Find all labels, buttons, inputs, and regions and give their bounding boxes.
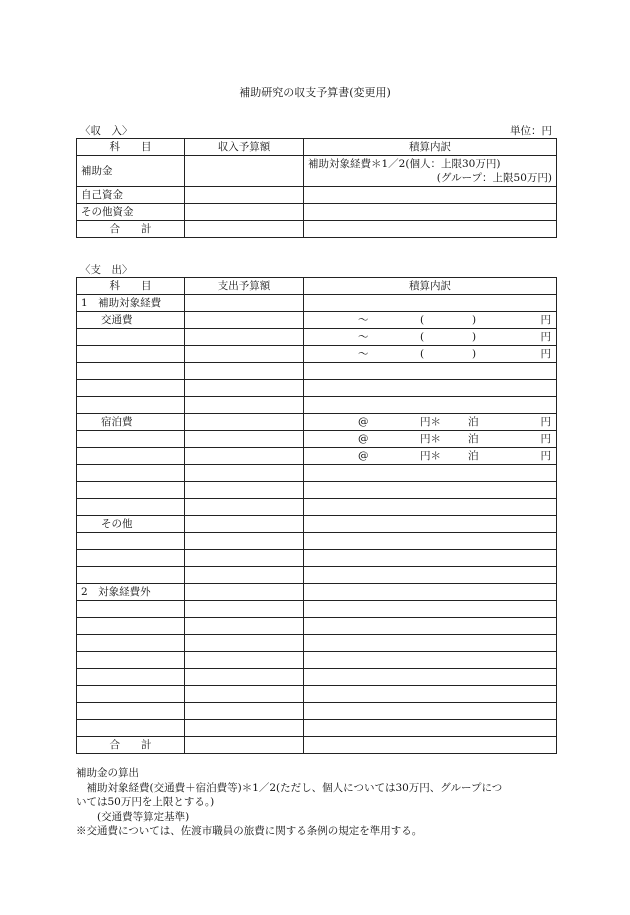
- calc-cell[interactable]: [304, 397, 557, 414]
- calc-cell[interactable]: [304, 431, 557, 448]
- amount-cell[interactable]: [185, 329, 304, 346]
- yen-per-night: 円＊: [420, 416, 441, 428]
- item-cell[interactable]: [77, 550, 185, 567]
- item-cell: 自己資金: [77, 187, 185, 204]
- calc-cell[interactable]: [304, 584, 557, 601]
- income-row-subsidy: [77, 156, 557, 187]
- amount-cell[interactable]: [185, 295, 304, 312]
- at-mark: @: [358, 433, 369, 445]
- item-cell[interactable]: [77, 601, 185, 618]
- calc-cell[interactable]: [304, 516, 557, 533]
- amount-cell[interactable]: [185, 465, 304, 482]
- blank-row: [77, 465, 557, 482]
- nights-unit: 泊: [468, 450, 479, 462]
- item-cell[interactable]: [77, 448, 185, 465]
- at-mark: @: [358, 416, 369, 428]
- item-cell[interactable]: [77, 635, 185, 652]
- blank-row: [77, 397, 557, 414]
- total-label: 合 計: [77, 737, 185, 754]
- calc-cell[interactable]: [304, 499, 557, 516]
- expense-category-1: [77, 295, 557, 312]
- calc-cell[interactable]: [304, 652, 557, 669]
- total-amount-cell[interactable]: [185, 221, 304, 238]
- yen-unit: 円: [540, 416, 551, 428]
- amount-cell[interactable]: [185, 482, 304, 499]
- yen-per-night: 円＊: [420, 433, 441, 445]
- amount-cell[interactable]: [185, 550, 304, 567]
- amount-cell[interactable]: [185, 346, 304, 363]
- note-heading: 補助金の算出: [76, 767, 139, 779]
- item-cell: 交通費: [77, 312, 185, 329]
- item-cell[interactable]: [77, 533, 185, 550]
- note-line: 補助対象経費(交通費＋宿泊費等)＊1／2(ただし、個人については30万円、グループにつ: [76, 781, 503, 794]
- transport-row: [77, 312, 557, 329]
- item-cell[interactable]: [77, 703, 185, 720]
- amount-cell[interactable]: [185, 312, 304, 329]
- transport-row: [77, 346, 557, 363]
- paren-open: (: [420, 348, 425, 360]
- calc-cell[interactable]: [304, 295, 557, 312]
- item-cell: 1 補助対象経費: [77, 295, 185, 312]
- income-table: [76, 138, 557, 238]
- item-cell[interactable]: [77, 380, 185, 397]
- blank-row: [77, 720, 557, 737]
- blank-row: [77, 652, 557, 669]
- amount-cell[interactable]: [185, 448, 304, 465]
- blank-row: [77, 669, 557, 686]
- at-mark: @: [358, 450, 369, 462]
- blank-row: [77, 363, 557, 380]
- amount-cell[interactable]: [185, 431, 304, 448]
- calc-cell[interactable]: [304, 329, 557, 346]
- calc-cell[interactable]: [304, 618, 557, 635]
- paren-close: ): [472, 331, 477, 343]
- header-calc: 積算内訳: [304, 278, 557, 295]
- amount-cell[interactable]: [185, 686, 304, 703]
- blank-row: [77, 703, 557, 720]
- paren-close: ): [472, 314, 477, 326]
- amount-cell[interactable]: [185, 567, 304, 584]
- amount-cell[interactable]: [185, 499, 304, 516]
- item-cell[interactable]: [77, 465, 185, 482]
- note-line: いては50万円を上限とする。): [76, 796, 215, 808]
- amount-cell[interactable]: [185, 187, 304, 204]
- income-header-row: [77, 139, 557, 156]
- income-row-other: [77, 204, 557, 221]
- yen-unit: 円: [540, 450, 551, 462]
- blank-row: [77, 618, 557, 635]
- amount-cell[interactable]: [185, 204, 304, 221]
- calc-cell[interactable]: [304, 363, 557, 380]
- calc-cell[interactable]: [304, 204, 557, 221]
- expense-section-label: 〈支 出〉: [80, 264, 133, 276]
- amount-cell[interactable]: [185, 533, 304, 550]
- total-amount-cell[interactable]: [185, 737, 304, 754]
- tilde-mark: ～: [358, 314, 369, 326]
- paren-close: ): [472, 348, 477, 360]
- item-cell[interactable]: [77, 652, 185, 669]
- expense-table: [76, 277, 557, 754]
- amount-cell[interactable]: [185, 601, 304, 618]
- item-cell: 2 対象経費外: [77, 584, 185, 601]
- note-line: (交通費等算定基準): [76, 810, 190, 823]
- amount-cell[interactable]: [185, 703, 304, 720]
- document-title: 補助研究の収支予算書(変更用): [239, 86, 391, 99]
- calc-cell[interactable]: [304, 669, 557, 686]
- transport-row: [77, 329, 557, 346]
- tilde-mark: ～: [358, 348, 369, 360]
- calc-cell[interactable]: [304, 156, 557, 187]
- total-label: 合 計: [77, 221, 185, 238]
- expense-header-row: [77, 278, 557, 295]
- calc-cell[interactable]: [304, 187, 557, 204]
- item-cell[interactable]: [77, 720, 185, 737]
- calc-cell[interactable]: [304, 550, 557, 567]
- item-cell[interactable]: [77, 431, 185, 448]
- unit-label: 単位：円: [510, 125, 552, 137]
- income-row-own: [77, 187, 557, 204]
- lodging-row: [77, 448, 557, 465]
- item-cell[interactable]: [77, 669, 185, 686]
- item-cell[interactable]: [77, 329, 185, 346]
- amount-cell[interactable]: [185, 414, 304, 431]
- item-cell: 補助金: [77, 156, 185, 187]
- yen-unit: 円: [540, 331, 551, 343]
- item-cell[interactable]: [77, 618, 185, 635]
- amount-cell[interactable]: [185, 618, 304, 635]
- lodging-row: [77, 414, 557, 431]
- calc-line: (グループ：上限50万円): [436, 172, 552, 184]
- calc-cell[interactable]: [304, 635, 557, 652]
- calc-cell[interactable]: [304, 686, 557, 703]
- nights-unit: 泊: [468, 416, 479, 428]
- calc-cell[interactable]: [304, 720, 557, 737]
- amount-cell[interactable]: [185, 652, 304, 669]
- header-calc: 積算内訳: [304, 139, 557, 156]
- item-cell[interactable]: [77, 363, 185, 380]
- amount-cell[interactable]: [185, 516, 304, 533]
- header-amount: 支出予算額: [185, 278, 304, 295]
- yen-unit: 円: [540, 348, 551, 360]
- calc-cell[interactable]: [304, 703, 557, 720]
- calc-cell[interactable]: [304, 482, 557, 499]
- blank-row: [77, 499, 557, 516]
- blank-row: [77, 686, 557, 703]
- expense-total-row: [77, 737, 557, 754]
- amount-cell[interactable]: [185, 363, 304, 380]
- blank-row: [77, 482, 557, 499]
- amount-cell[interactable]: [185, 635, 304, 652]
- header-amount: 収入予算額: [185, 139, 304, 156]
- income-section-label: 〈収 入〉: [80, 125, 133, 137]
- yen-unit: 円: [540, 433, 551, 445]
- blank-row: [77, 533, 557, 550]
- header-item: 科 目: [77, 278, 185, 295]
- item-cell: その他資金: [77, 204, 185, 221]
- calc-cell[interactable]: [304, 601, 557, 618]
- item-cell[interactable]: [77, 482, 185, 499]
- item-cell: 宿泊費: [77, 414, 185, 431]
- tilde-mark: ～: [358, 331, 369, 343]
- amount-cell[interactable]: [185, 380, 304, 397]
- item-cell[interactable]: [77, 499, 185, 516]
- calc-cell[interactable]: [304, 465, 557, 482]
- blank-row: [77, 550, 557, 567]
- blank-row: [77, 601, 557, 618]
- calculation-notes: [76, 766, 556, 839]
- calc-line: 補助対象経費＊1／2(個人：上限30万円): [308, 158, 501, 170]
- blank-row: [77, 380, 557, 397]
- nights-unit: 泊: [468, 433, 479, 445]
- paren-open: (: [420, 314, 425, 326]
- total-calc-cell[interactable]: [304, 737, 557, 754]
- calc-cell[interactable]: [304, 533, 557, 550]
- item-cell[interactable]: [77, 686, 185, 703]
- calc-cell[interactable]: [304, 380, 557, 397]
- blank-row: [77, 567, 557, 584]
- yen-per-night: 円＊: [420, 450, 441, 462]
- note-line: ※交通費については、佐渡市職員の旅費に関する条例の規定を準用する。: [76, 825, 423, 837]
- amount-cell[interactable]: [185, 720, 304, 737]
- amount-cell[interactable]: [185, 156, 304, 187]
- expense-category-2: [77, 584, 557, 601]
- item-cell[interactable]: [77, 567, 185, 584]
- lodging-row: [77, 431, 557, 448]
- item-cell[interactable]: [77, 397, 185, 414]
- calc-cell[interactable]: [304, 448, 557, 465]
- item-cell: その他: [77, 516, 185, 533]
- calc-cell[interactable]: [304, 312, 557, 329]
- amount-cell[interactable]: [185, 584, 304, 601]
- blank-row: [77, 635, 557, 652]
- calc-cell[interactable]: [304, 414, 557, 431]
- header-item: 科 目: [77, 139, 185, 156]
- calc-cell[interactable]: [304, 346, 557, 363]
- amount-cell[interactable]: [185, 397, 304, 414]
- yen-unit: 円: [540, 314, 551, 326]
- item-cell[interactable]: [77, 346, 185, 363]
- income-total-row: [77, 221, 557, 238]
- calc-cell[interactable]: [304, 567, 557, 584]
- amount-cell[interactable]: [185, 669, 304, 686]
- total-calc-cell[interactable]: [304, 221, 557, 238]
- other-row: [77, 516, 557, 533]
- paren-open: (: [420, 331, 425, 343]
